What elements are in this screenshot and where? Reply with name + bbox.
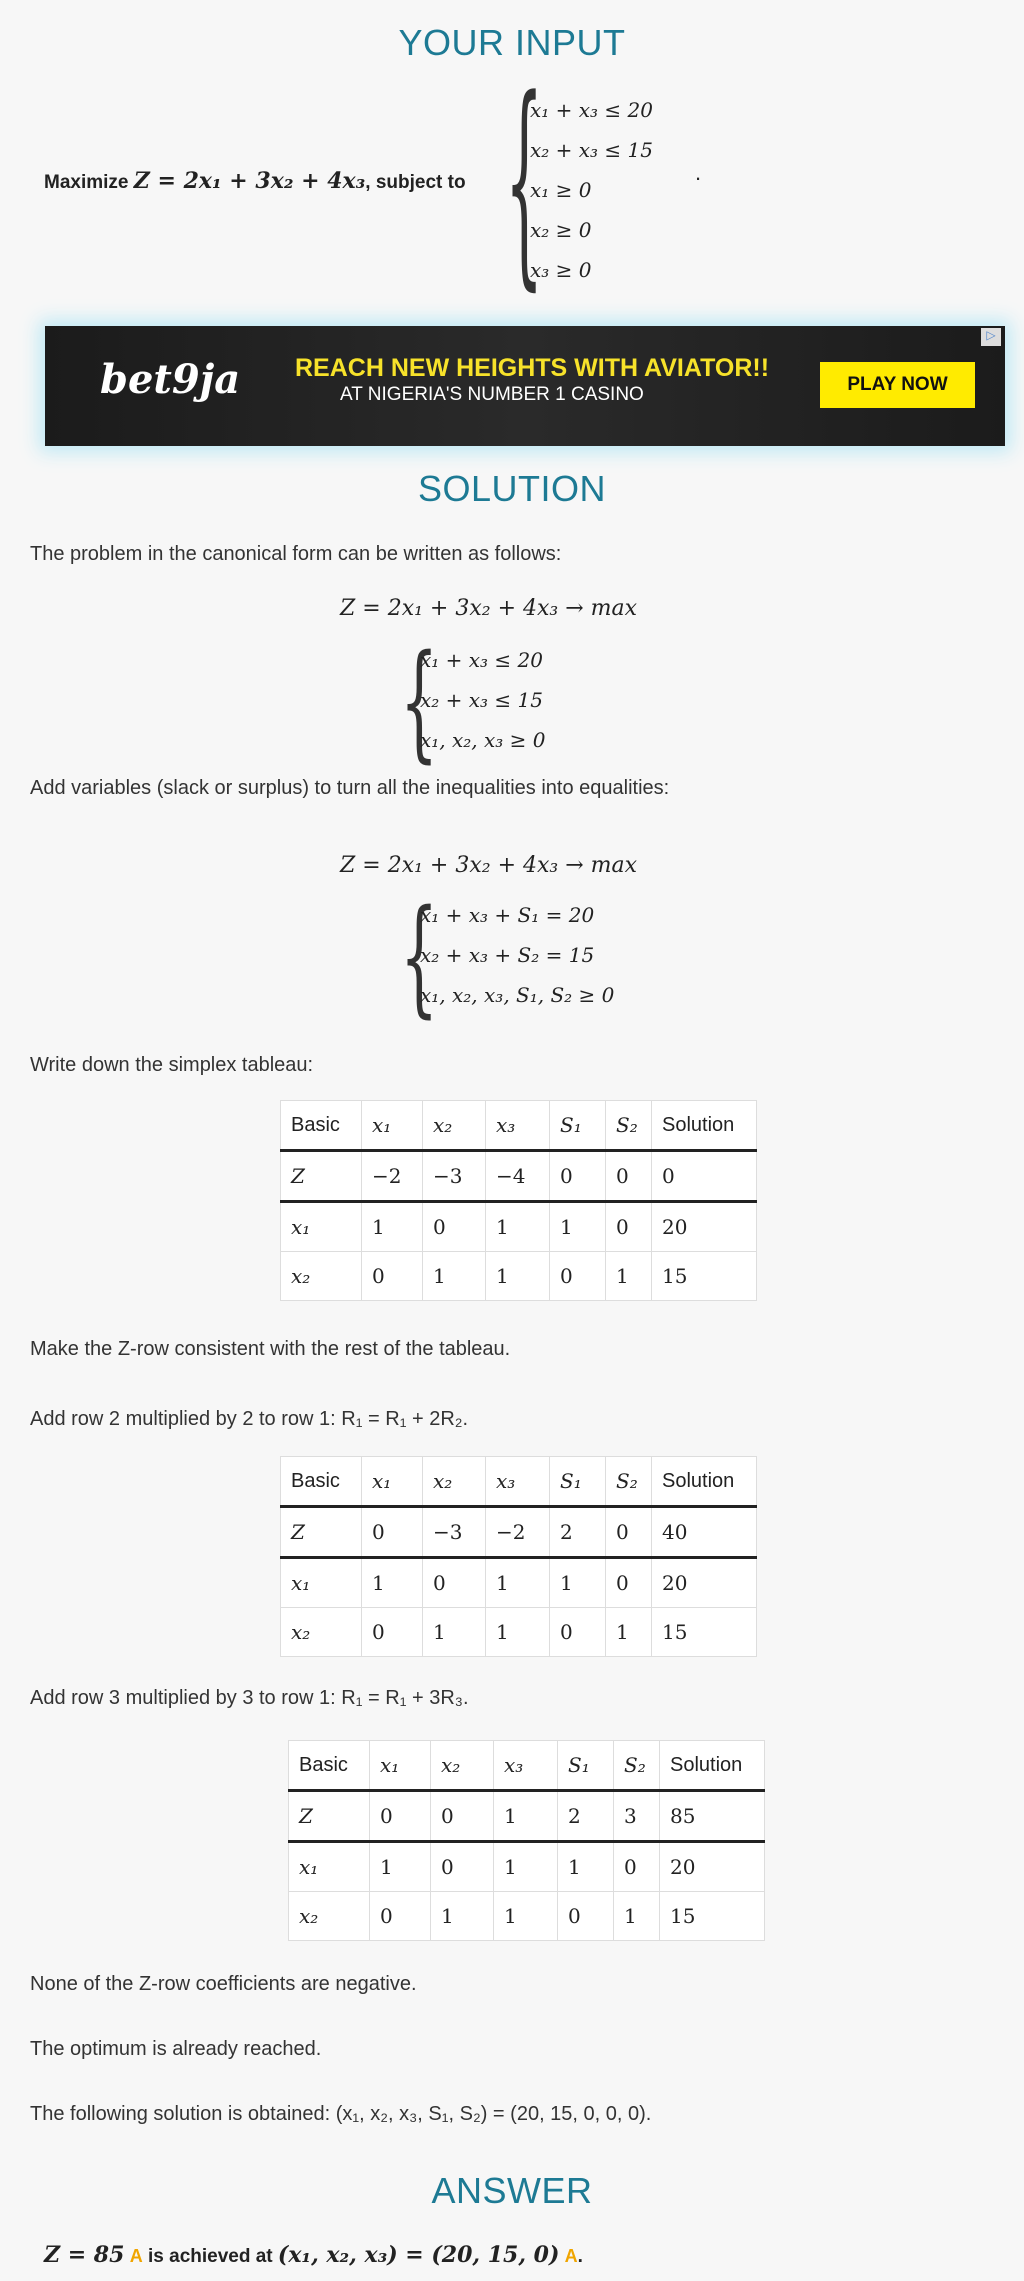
header-cell: x₁ — [362, 1101, 423, 1151]
canonical-objective: Z = 2x₁ + 3x₂ + 4x₃ → max — [340, 596, 638, 621]
optimum-text: The optimum is already reached. — [30, 2038, 322, 2060]
objective: Z = 2x₁ + 3x₂ + 4x₃ — [133, 168, 366, 194]
constraint: x₁ + x₃ ≤ 20 — [530, 98, 653, 122]
slack-system — [420, 895, 614, 1015]
table-row — [281, 1151, 757, 1202]
table-header-row — [289, 1741, 765, 1791]
header-cell: x₂ — [431, 1741, 494, 1791]
header-cell: Basic — [281, 1457, 362, 1507]
table-cell: 3 — [614, 1791, 660, 1842]
ad-subline: AT NIGERIA'S NUMBER 1 CASINO — [340, 384, 644, 405]
answer-mark-icon[interactable]: A — [129, 2246, 143, 2266]
table-cell: 0 — [370, 1892, 431, 1941]
header-cell: S₁ — [550, 1101, 606, 1151]
header-cell: S₂ — [606, 1457, 652, 1507]
canonical-text: The problem in the canonical form can be written as follows: — [30, 543, 562, 565]
constraint: x₁ + x₃ ≤ 20 — [420, 648, 543, 672]
table-cell: 1 — [486, 1202, 550, 1252]
answer-period: . — [577, 2246, 583, 2267]
header-cell: Solution — [660, 1741, 765, 1791]
constraint: x₂ + x₃ ≤ 15 — [530, 138, 653, 162]
table-cell: 0 — [652, 1151, 757, 1202]
table-cell: −4 — [486, 1151, 550, 1202]
answer-point: (x₁, x₂, x₃) = (20, 15, 0) — [277, 2242, 560, 2268]
header-cell: Basic — [289, 1741, 370, 1791]
brace-icon: { — [400, 884, 439, 1032]
table-cell: 0 — [431, 1791, 494, 1842]
table-cell: x₂ — [281, 1252, 362, 1301]
slack-text: Add variables (slack or surplus) to turn all the inequalities into equalities: — [30, 777, 670, 799]
input-problem — [44, 168, 466, 194]
table-row — [281, 1202, 757, 1252]
header-cell: Solution — [652, 1457, 757, 1507]
table-cell: 0 — [370, 1791, 431, 1842]
table-header-row — [281, 1101, 757, 1151]
table-cell: x₂ — [281, 1608, 362, 1657]
table-cell: 0 — [431, 1842, 494, 1892]
simplex-table-3 — [288, 1740, 765, 1941]
ad-choices-icon[interactable]: ▷ — [981, 328, 1001, 346]
table-cell: 1 — [494, 1892, 558, 1941]
table-cell: 1 — [558, 1842, 614, 1892]
table-cell: 1 — [550, 1558, 606, 1608]
table-cell: 0 — [558, 1892, 614, 1941]
table-cell: 1 — [606, 1608, 652, 1657]
header-cell: S₁ — [550, 1457, 606, 1507]
table-cell: 15 — [652, 1608, 757, 1657]
table-cell: 0 — [362, 1507, 423, 1558]
table-cell: 0 — [606, 1507, 652, 1558]
table-row — [281, 1608, 757, 1657]
your-input-heading: YOUR INPUT — [398, 22, 626, 63]
period: . — [695, 160, 702, 185]
play-now-button[interactable]: PLAY NOW — [820, 362, 975, 408]
obtained-text: The following solution is obtained: (x₁, x₂, x₃, S₁, S₂) = (20, 15, 0, 0, 0). — [30, 2103, 652, 2125]
table-cell: −2 — [362, 1151, 423, 1202]
answer-heading: ANSWER — [431, 2170, 593, 2211]
header-cell: x₃ — [494, 1741, 558, 1791]
table-cell: x₁ — [289, 1842, 370, 1892]
constraint: x₁ ≥ 0 — [530, 178, 592, 202]
table-cell: −3 — [423, 1507, 486, 1558]
input-constraints — [530, 90, 653, 290]
table-cell: 40 — [652, 1507, 757, 1558]
table-cell: 1 — [486, 1608, 550, 1657]
header-cell: x₁ — [370, 1741, 431, 1791]
table-cell: 1 — [614, 1892, 660, 1941]
step2-text: Add row 3 multiplied by 3 to row 1: R₁ = R₁ + 3R₃. — [30, 1687, 469, 1709]
none-negative-text: None of the Z-row coefficients are negative. — [30, 1973, 417, 1995]
table-cell: 0 — [606, 1151, 652, 1202]
table-cell: 1 — [431, 1892, 494, 1941]
table-cell: 20 — [660, 1842, 765, 1892]
header-cell: x₃ — [486, 1101, 550, 1151]
simplex-table-2 — [280, 1456, 757, 1657]
table-cell: Z — [281, 1151, 362, 1202]
table-cell: 0 — [423, 1202, 486, 1252]
table-cell: 20 — [652, 1558, 757, 1608]
table-row — [281, 1507, 757, 1558]
answer-line — [44, 2242, 583, 2268]
table-cell: 1 — [494, 1842, 558, 1892]
table-cell: 1 — [606, 1252, 652, 1301]
table-cell: x₂ — [289, 1892, 370, 1941]
header-cell: Solution — [652, 1101, 757, 1151]
table-cell: 0 — [614, 1842, 660, 1892]
table-cell: 0 — [550, 1151, 606, 1202]
table-cell: 0 — [606, 1202, 652, 1252]
equation: x₂ + x₃ + S₂ = 15 — [420, 943, 595, 967]
table-cell: 1 — [362, 1558, 423, 1608]
table-row — [289, 1892, 765, 1941]
constraint: x₃ ≥ 0 — [530, 258, 592, 282]
header-cell: x₂ — [423, 1101, 486, 1151]
tableau-text: Write down the simplex tableau: — [30, 1054, 314, 1076]
ad-headline: REACH NEW HEIGHTS WITH AVIATOR!! — [295, 354, 770, 382]
table-cell: 85 — [660, 1791, 765, 1842]
table-cell: Z — [289, 1791, 370, 1842]
table-cell: x₁ — [281, 1202, 362, 1252]
table-cell: 0 — [362, 1252, 423, 1301]
table-cell: 1 — [494, 1791, 558, 1842]
table-cell: 0 — [423, 1558, 486, 1608]
table-cell: x₁ — [281, 1558, 362, 1608]
solution-heading: SOLUTION — [417, 468, 607, 509]
header-cell: x₂ — [423, 1457, 486, 1507]
table-cell: 1 — [486, 1558, 550, 1608]
canonical-system — [420, 640, 546, 760]
answer-z: Z = 85 — [44, 2242, 125, 2268]
constraint: x₂ ≥ 0 — [530, 218, 592, 242]
table-cell: 2 — [558, 1791, 614, 1842]
table-cell: Z — [281, 1507, 362, 1558]
maximize-label: Maximize — [44, 172, 129, 193]
subject-to-label: , subject to — [365, 172, 466, 193]
consistent-text: Make the Z-row consistent with the rest of the tableau. — [30, 1338, 511, 1360]
table-row — [289, 1791, 765, 1842]
table-cell: 1 — [423, 1608, 486, 1657]
brace-icon: { — [400, 629, 439, 777]
header-cell: S₂ — [614, 1741, 660, 1791]
header-cell: x₁ — [362, 1457, 423, 1507]
simplex-table-1 — [280, 1100, 757, 1301]
table-cell: 2 — [550, 1507, 606, 1558]
table-row — [281, 1558, 757, 1608]
equation: x₁, x₂, x₃, S₁, S₂ ≥ 0 — [420, 983, 615, 1007]
slack-objective: Z = 2x₁ + 3x₂ + 4x₃ → max — [340, 853, 638, 878]
header-cell: S₂ — [606, 1101, 652, 1151]
table-cell: 15 — [652, 1252, 757, 1301]
table-cell: 1 — [550, 1202, 606, 1252]
table-cell: 1 — [423, 1252, 486, 1301]
brace-icon: { — [505, 53, 544, 313]
constraint: x₁, x₂, x₃ ≥ 0 — [420, 728, 546, 752]
table-cell: −2 — [486, 1507, 550, 1558]
header-cell: x₃ — [486, 1457, 550, 1507]
table-header-row — [281, 1457, 757, 1507]
step1-text: Add row 2 multiplied by 2 to row 1: R₁ = R₁ + 2R₂. — [30, 1408, 469, 1430]
constraint: x₂ + x₃ ≤ 15 — [420, 688, 543, 712]
table-cell: −3 — [423, 1151, 486, 1202]
bet9ja-logo: bet9ja — [100, 356, 241, 403]
table-cell: 20 — [652, 1202, 757, 1252]
table-cell: 1 — [370, 1842, 431, 1892]
table-cell: 0 — [362, 1608, 423, 1657]
table-cell: 15 — [660, 1892, 765, 1941]
answer-middle: is achieved at — [148, 2246, 273, 2267]
table-cell: 0 — [550, 1608, 606, 1657]
table-row — [289, 1842, 765, 1892]
equation: x₁ + x₃ + S₁ = 20 — [420, 903, 595, 927]
table-cell: 1 — [486, 1252, 550, 1301]
table-cell: 0 — [606, 1558, 652, 1608]
header-cell: S₁ — [558, 1741, 614, 1791]
table-cell: 0 — [550, 1252, 606, 1301]
table-cell: 1 — [362, 1202, 423, 1252]
answer-mark-icon[interactable]: A — [564, 2246, 578, 2266]
table-row — [281, 1252, 757, 1301]
advertisement-banner[interactable] — [45, 326, 1005, 446]
header-cell: Basic — [281, 1101, 362, 1151]
